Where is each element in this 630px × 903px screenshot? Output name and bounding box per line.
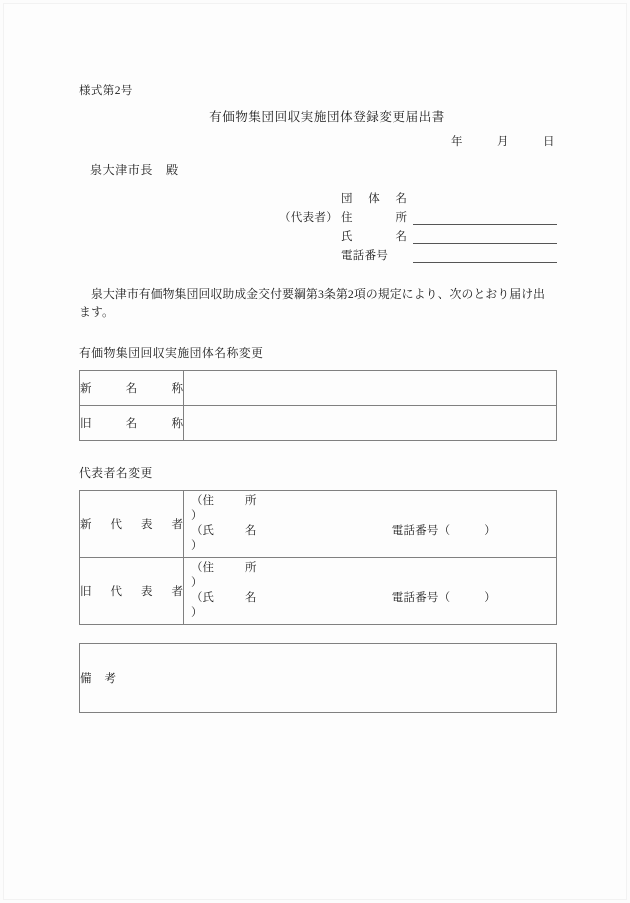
table-row xyxy=(80,644,557,713)
new-name-value-cell[interactable] xyxy=(184,371,557,406)
phone-field[interactable] xyxy=(413,249,557,263)
remarks-table xyxy=(79,643,557,713)
new-representative-fields xyxy=(184,491,556,557)
date-day-label: 日 xyxy=(543,136,555,148)
name-change-table xyxy=(79,370,557,441)
new-name-label-char-1: 新 xyxy=(80,383,92,395)
group-name-label-char-2: 体 xyxy=(368,193,380,205)
date-line xyxy=(79,133,557,151)
new-representative-value-cell[interactable] xyxy=(184,491,557,558)
phone-label-close: ） xyxy=(484,592,496,604)
name-text-char-2: 名 xyxy=(245,525,257,537)
old-name-label-cell xyxy=(80,406,184,441)
paren-close: ） xyxy=(191,510,203,522)
form-number: 様式第2号 xyxy=(79,85,133,97)
new-rep-address-label xyxy=(191,494,263,524)
address-text-char-1: 住 xyxy=(202,495,214,507)
applicant-block xyxy=(79,187,557,263)
group-name-label-char-1: 団 xyxy=(341,193,353,205)
old-name-label-char-3: 称 xyxy=(171,418,183,430)
addressee-line xyxy=(79,161,557,179)
applicant-address-row xyxy=(279,206,557,225)
old-rep-label-char-3: 表 xyxy=(141,586,153,598)
new-representative-label-cell xyxy=(80,491,184,558)
representative-change-table xyxy=(79,490,557,625)
addressee-honorific: 殿 xyxy=(166,163,179,177)
applicant-phone-row xyxy=(279,244,557,263)
section-heading-representative-change: 代表者名変更 xyxy=(79,466,153,480)
applicant-group-name-row xyxy=(279,187,557,206)
old-representative-address-line xyxy=(191,561,556,591)
old-rep-label-char-2: 代 xyxy=(110,586,122,598)
phone-label-close: ） xyxy=(484,525,496,537)
address-label-char-2: 所 xyxy=(395,212,407,224)
date-month-label: 月 xyxy=(497,136,509,148)
table-row xyxy=(80,558,557,625)
group-name-label-char-3: 名 xyxy=(395,193,407,205)
name-text-char-1: 氏 xyxy=(202,592,214,604)
address-label-char-1: 住 xyxy=(341,212,353,224)
old-representative-label-cell xyxy=(80,558,184,625)
old-rep-label-char-4: 者 xyxy=(171,586,183,598)
new-rep-label-char-1: 新 xyxy=(80,519,92,531)
new-representative-address-line xyxy=(191,494,556,524)
addressee-name: 泉大津市長 xyxy=(90,163,154,177)
old-representative-name-line xyxy=(191,591,556,621)
section-heading-name-change: 有価物集団回収実施団体名称変更 xyxy=(79,346,264,360)
name-label-char-2: 名 xyxy=(395,231,407,243)
new-name-label-char-3: 称 xyxy=(171,383,183,395)
name-text-char-1: 氏 xyxy=(202,525,214,537)
phone-label: 電話番号 xyxy=(341,250,389,262)
phone-label-open: 電話番号（ xyxy=(391,592,451,604)
document-title: 有価物集団回収実施団体登録変更届出書 xyxy=(209,110,445,124)
paren-close: ） xyxy=(191,607,203,619)
remarks-label xyxy=(80,670,116,686)
name-text-char-2: 名 xyxy=(245,592,257,604)
group-name-field[interactable] xyxy=(413,193,557,206)
address-label xyxy=(341,209,407,225)
date-year-label: 年 xyxy=(451,136,463,148)
name-label-char-1: 氏 xyxy=(341,231,353,243)
old-name-label-char-1: 旧 xyxy=(80,418,92,430)
representative-note: （代表者） xyxy=(279,212,338,224)
name-label xyxy=(341,228,407,244)
applicant-name-row xyxy=(279,225,557,244)
table-row xyxy=(80,491,557,558)
paren-close: ） xyxy=(191,577,203,589)
address-text-char-2: 所 xyxy=(245,495,257,507)
paren-open: （ xyxy=(191,495,203,507)
old-name-label-char-2: 名 xyxy=(125,418,138,430)
new-name-label-cell xyxy=(80,371,184,406)
old-rep-label-char-1: 旧 xyxy=(80,586,92,598)
new-rep-label-char-2: 代 xyxy=(110,519,122,531)
new-rep-name-label xyxy=(191,524,263,554)
old-rep-address-label xyxy=(191,561,263,591)
address-text-char-1: 住 xyxy=(202,562,214,574)
old-rep-name-label xyxy=(191,591,263,621)
new-name-label-char-2: 名 xyxy=(125,383,138,395)
paper-sheet xyxy=(3,3,627,900)
paren-close: ） xyxy=(191,540,203,552)
name-field[interactable] xyxy=(413,230,557,244)
document-content xyxy=(79,82,557,713)
old-representative-fields xyxy=(184,558,556,624)
address-text-char-2: 所 xyxy=(245,562,257,574)
paren-open: （ xyxy=(191,525,203,537)
address-field[interactable] xyxy=(413,211,557,225)
remarks-label-char-2: 考 xyxy=(104,673,116,685)
old-representative-value-cell[interactable] xyxy=(184,558,557,625)
phone-label-open: 電話番号（ xyxy=(391,525,451,537)
old-name-value-cell[interactable] xyxy=(184,406,557,441)
statement-paragraph: 泉大津市有価物集団回収助成金交付要綱第3条第2項の規定により、次のとおり届け出ます。 xyxy=(79,287,546,319)
new-rep-label-char-4: 者 xyxy=(171,519,183,531)
remarks-label-char-1: 備 xyxy=(80,673,92,685)
remarks-cell[interactable] xyxy=(80,644,557,713)
new-rep-label-char-3: 表 xyxy=(141,519,153,531)
paren-open: （ xyxy=(191,562,203,574)
new-representative-name-line xyxy=(191,524,556,554)
table-row xyxy=(80,371,557,406)
old-rep-phone-label[interactable] xyxy=(392,591,556,606)
table-row xyxy=(80,406,557,441)
paren-open: （ xyxy=(191,592,203,604)
group-name-label xyxy=(341,190,407,206)
new-rep-phone-label[interactable] xyxy=(392,524,556,539)
